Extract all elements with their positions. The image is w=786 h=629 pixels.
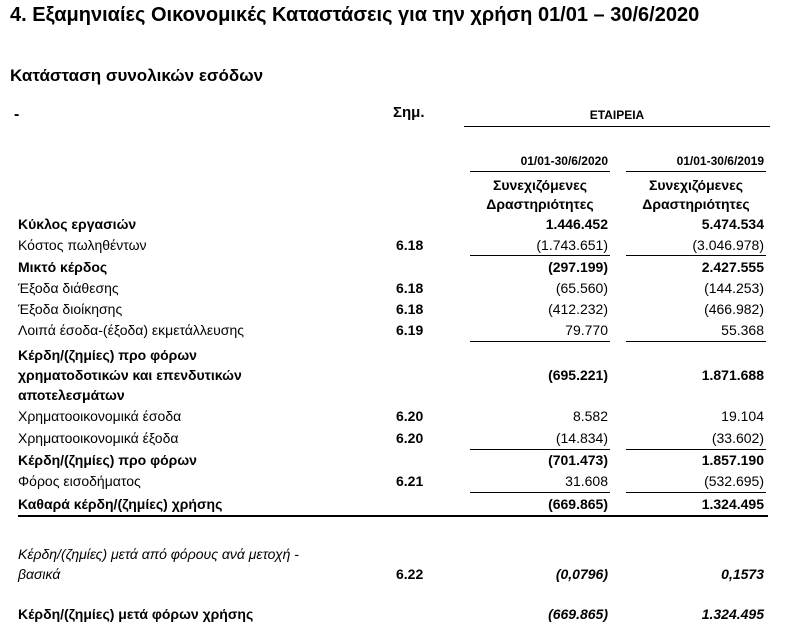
- row-income-tax-label: Φόρος εισοδήματος: [18, 473, 141, 489]
- row-gross-profit-label: Μικτό κέρδος: [18, 259, 108, 275]
- subtotal-rule-2020: [470, 492, 610, 493]
- row-ebit-label-line2: χρηματοδοτικών και επενδυτικών: [18, 367, 242, 383]
- subtotal-rule-2020: [470, 255, 610, 256]
- period-2020-rule: [470, 171, 610, 172]
- row-eps-label-line2: βασικά: [18, 566, 61, 582]
- row-revenue-2020: 1.446.452: [545, 216, 608, 232]
- row-profit-after-tax-2019: 1.324.495: [701, 606, 764, 622]
- row-net-profit-2020: (669.865): [548, 496, 608, 512]
- row-revenue-label: Κύκλος εργασιών: [18, 216, 137, 232]
- row-eps-2020: (0,0796): [555, 566, 608, 582]
- subtotal-rule-2019: [626, 255, 766, 256]
- row-profit-after-tax-label: Κέρδη/(ζημίες) μετά φόρων χρήσης: [18, 606, 254, 622]
- row-ebit-2019: 1.871.688: [701, 367, 764, 383]
- row-other-operating-note: 6.19: [396, 322, 424, 338]
- row-profit-before-tax-2019: 1.857.190: [701, 452, 764, 468]
- row-finance-income-2019: 19.104: [721, 408, 764, 424]
- row-finance-costs-label: Χρηματοοικονομικά έξοδα: [18, 430, 179, 446]
- row-income-tax-2019: (532.695): [704, 473, 764, 489]
- left-marker: -: [14, 106, 20, 123]
- row-cost-of-sales-2020: (1.743.651): [536, 237, 608, 253]
- row-income-tax-note: 6.21: [396, 473, 424, 489]
- row-finance-income-2020: 8.582: [572, 408, 608, 424]
- row-cost-of-sales-2019: (3.046.978): [692, 237, 764, 253]
- section-title: Κατάσταση συνολικών εσόδων: [10, 66, 264, 85]
- row-gross-profit-2020: (297.199): [548, 259, 608, 275]
- row-other-operating-2020: 79.770: [565, 322, 608, 338]
- subtotal-rule-2020: [470, 341, 610, 342]
- row-cost-of-sales-note: 6.18: [396, 237, 424, 253]
- row-eps-2019: 0,1573: [721, 566, 764, 582]
- row-eps-label: [18, 544, 378, 584]
- column-header-2019: [626, 176, 766, 214]
- page-title: 4. Εξαμηνιαίες Οικονομικές Καταστάσεις για την χρήση 01/01 – 30/6/2020: [10, 4, 700, 26]
- row-revenue-2019: 5.474.534: [701, 216, 764, 232]
- row-other-operating-2019: 55.368: [721, 322, 764, 338]
- row-selling-expenses-note: 6.18: [396, 280, 424, 296]
- row-income-tax-2020: 31.608: [565, 473, 608, 489]
- row-selling-expenses-label: Έξοδα διάθεσης: [18, 280, 119, 296]
- column-header-2020-line2: Δραστηριότητες: [486, 196, 594, 212]
- row-finance-income-label: Χρηματοοικονομικά έσοδα: [18, 408, 182, 424]
- row-selling-expenses-2020: (65.560): [555, 280, 608, 296]
- row-profit-before-tax-2020: (701.473): [548, 452, 608, 468]
- column-header-2020-line1: Συνεχιζόμενες: [492, 177, 588, 193]
- column-header-2020: [470, 176, 610, 214]
- company-header-rule: [464, 126, 770, 127]
- row-admin-expenses-2020: (412.232): [548, 301, 608, 317]
- row-selling-expenses-2019: (144.253): [704, 280, 764, 296]
- row-gross-profit-2019: 2.427.555: [701, 259, 764, 275]
- row-finance-costs-2020: (14.834): [555, 430, 608, 446]
- note-column-header: Σημ.: [393, 104, 425, 121]
- column-header-2019-line2: Δραστηριότητες: [642, 196, 750, 212]
- row-eps-note: 6.22: [396, 566, 424, 582]
- row-finance-costs-2019: (33.602): [711, 430, 764, 446]
- row-net-profit-label: Καθαρά κέρδη/(ζημίες) χρήσης: [18, 496, 223, 512]
- row-admin-expenses-2019: (466.982): [704, 301, 764, 317]
- column-header-2019-line1: Συνεχιζόμενες: [648, 177, 744, 193]
- column-period-2020: 01/01-30/6/2020: [520, 154, 608, 168]
- row-cost-of-sales-label: Κόστος πωληθέντων: [18, 237, 147, 253]
- row-eps-label-line1: Κέρδη/(ζημίες) μετά από φόρους ανά μετοχή -: [18, 546, 299, 562]
- row-profit-before-tax-label: Κέρδη/(ζημίες) προ φόρων: [18, 452, 197, 468]
- row-admin-expenses-note: 6.18: [396, 301, 424, 317]
- row-ebit-2020: (695.221): [548, 367, 608, 383]
- company-header: ΕΤΑΙΡΕΙΑ: [589, 108, 645, 122]
- column-period-2019: 01/01-30/6/2019: [676, 154, 764, 168]
- period-2019-rule: [626, 171, 766, 172]
- row-finance-income-note: 6.20: [396, 408, 424, 424]
- row-admin-expenses-label: Έξοδα διοίκησης: [18, 301, 123, 317]
- total-rule: [18, 515, 768, 517]
- subtotal-rule-2019: [626, 492, 766, 493]
- subtotal-rule-2019: [626, 341, 766, 342]
- row-net-profit-2019: 1.324.495: [701, 496, 764, 512]
- row-ebit-label-line3: αποτελεσμάτων: [18, 387, 125, 403]
- row-finance-costs-note: 6.20: [396, 430, 424, 446]
- row-ebit-label: [18, 345, 378, 405]
- row-ebit-label-line1: Κέρδη/(ζημίες) προ φόρων: [18, 347, 197, 363]
- row-other-operating-label: Λοιπά έσοδα-(έξοδα) εκμετάλλευσης: [18, 322, 244, 338]
- row-profit-after-tax-2020: (669.865): [548, 606, 608, 622]
